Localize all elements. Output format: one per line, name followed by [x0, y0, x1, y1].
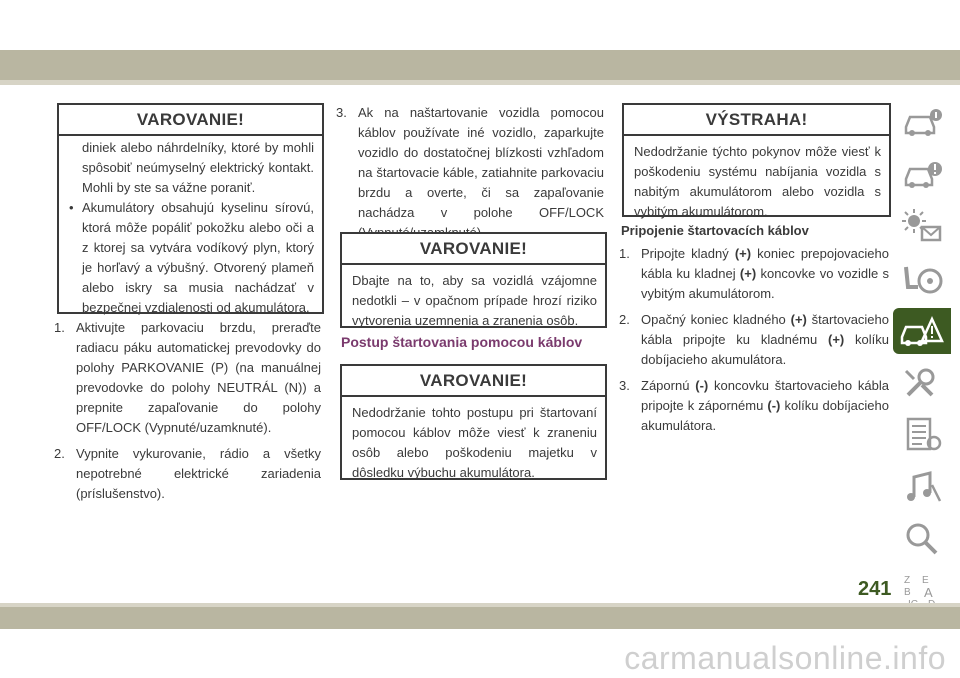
car-info-icon[interactable] — [893, 100, 951, 146]
step-text: Aktivujte parkovaciu brzdu, preraďte radiacu páku automatickej prevodovky do polohy PARKOVANIE (P) (na manuálnej prevodovke do polohy NEUTRÁL (N)) a prepnite zapaľovanie do polohy OFF/LOCK (Vypnuté/uzamknuté). — [76, 320, 321, 435]
step-text: Vypnite vykurovanie, rádio a všetky nepotrebné elektrické zariadenia (príslušenstvo). — [76, 446, 321, 501]
watermark: carmanualsonline.info — [624, 640, 946, 676]
steps-left — [56, 318, 321, 510]
warning-title: VAROVANIE! — [342, 234, 605, 265]
svg-text:A: A — [924, 585, 933, 600]
caution-text: Nedodržanie týchto pokynov môže viesť k poškodeniu systému nabíjania vozidla s nabitým akumulátorom alebo vozidla s vybitým akumulátorom. — [634, 144, 881, 219]
page-number: 241 — [858, 578, 892, 600]
caution-title: VÝSTRAHA! — [624, 105, 889, 136]
warning-text: Dbajte na to, aby sa vozidlá vzájomne nedotkli – v opačnom prípade hrozí riziko vytvorenia uzemnenia a zranenia osôb. — [352, 273, 597, 328]
warning-text: diniek alebo náhrdelníky, ktoré by mohli spôsobiť neúmyselný elektrický kontakt. Mohli by ste sa vážne poraniť. — [82, 140, 314, 195]
footer-band — [0, 607, 960, 629]
list-item: 1. Pripojte kladný (+) koniec prepojovacieho kábla ku kladnej (+) koncovke vo vozidle s vybitým akumulátorom. — [619, 246, 889, 301]
hazard-car-icon[interactable] — [893, 308, 951, 354]
list-item: 3. Zápornú (-) koncovku štartovacieho kábla pripojte k zápornému (-) kolíku dobíjacieho akumulátora. — [619, 378, 889, 433]
warning-box-3 — [340, 364, 607, 480]
list-item: 2. Vypnite vykurovanie, rádio a všetky nepotrebné elektrické zariadenia (príslušenstvo). — [56, 444, 321, 504]
warning-title: VAROVANIE! — [342, 366, 605, 397]
svg-text:B: B — [904, 587, 911, 598]
warning-text: Nedodržanie tohto postupu pri štartovaní pomocou káblov môže viesť k zraneniu osôb alebo poškodeniu majetku v dôsledku výbuchu akumulátora. — [352, 405, 597, 480]
step-text: Ak na naštartovanie vozidla pomocou káblov používate iné vozidlo, zaparkujte vozidlo do dostatočnej blízkosti vzhľadom na štartovacie káble, zatiahnite parkovaciu brzdu a overte, či sa zapaľovanie nachádza v polohe OFF/LOCK — [358, 105, 604, 220]
list-item: 1. Aktivujte parkovaciu brzdu, preraďte radiacu páku automatickej prevodovky do polohy PARKOVANIE (P) (na manuálnej prevodovke do polohy NEUTRÁL (N)) a prepnite zapaľovanie do polohy OFF/LOCK (Vypnuté/uzamknuté). — [56, 318, 321, 438]
warning-bullet: • Akumulátory obsahujú kyselinu sírovú, ktorá môže popáliť pokožku alebo oči a z ktorej sa vytvára vodíkový plyn, ktorý je horľavý a výbušný. Otvorený plameň alebo iskry sa musia nachádzať v bezpečnej vzdialenosti od akumulátora. — [69, 198, 314, 318]
caution-box — [622, 103, 891, 217]
tools-icon[interactable] — [893, 360, 951, 406]
header-band — [0, 50, 960, 80]
svg-text:Z: Z — [904, 575, 911, 586]
chapter-sidebar — [893, 100, 951, 620]
car-alert-icon[interactable] — [893, 152, 951, 198]
section-heading: Postup štartovania pomocou káblov — [341, 334, 583, 350]
search-icon[interactable] — [893, 516, 951, 562]
lights-message-icon[interactable] — [893, 204, 951, 250]
list-item: 3. Ak na naštartovanie vozidla pomocou káblov používate iné vozidlo, zaparkujte vozidlo do dostatočnej blízkosti vzhľadom na štartovacie káble, zatiahnite parkovaciu brzdu a overte, či sa zapaľovanie nachádza v polohe OFF/LOCK — [338, 103, 604, 243]
list-item: 2. Opačný koniec kladného (+) štartovacieho kábla pripojte ku kladnému (+) kolíku dobíjacieho akumulátora. — [619, 312, 890, 367]
connect-steps — [621, 244, 889, 442]
connect-heading: Pripojenie štartovacích káblov — [621, 223, 809, 238]
multimedia-icon[interactable] — [893, 464, 951, 510]
warning-title: VAROVANIE! — [59, 105, 322, 136]
checklist-icon[interactable] — [893, 412, 951, 458]
header-band-light — [0, 80, 960, 85]
seat-steering-icon[interactable] — [893, 256, 951, 302]
svg-text:E: E — [922, 575, 929, 586]
top-margin — [0, 0, 960, 50]
warning-box-1 — [57, 103, 324, 314]
warning-box-2 — [340, 232, 607, 328]
step-3 — [338, 103, 604, 249]
